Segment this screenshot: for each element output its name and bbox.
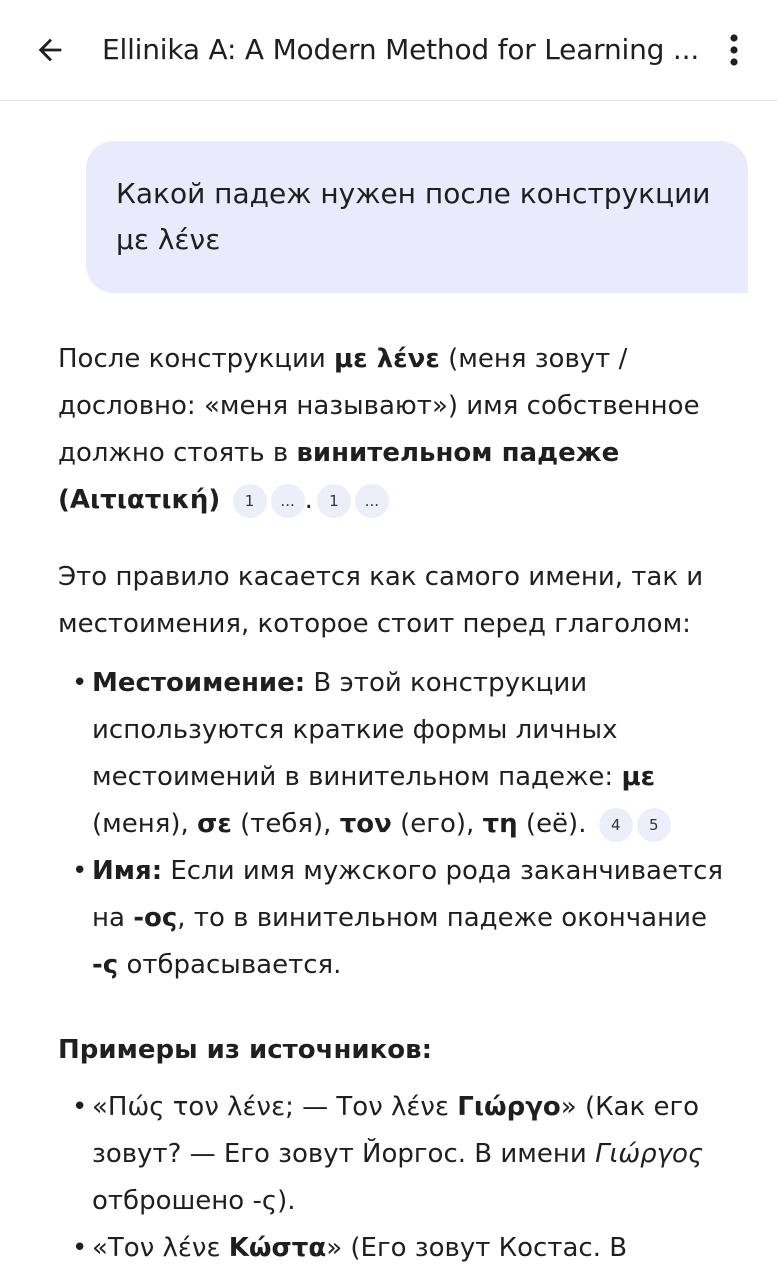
examples-heading: Примеры из источников: — [58, 1035, 432, 1065]
list-item: • «Πώς τον λένε; — Τον λένε Γιώργο» (Как его зовут? — Его зовут Йоргос. В имени Γιώργος отброшено -ς). — [72, 1084, 738, 1225]
citation-chip[interactable]: 1 — [317, 484, 351, 518]
citation-chip[interactable]: ... — [271, 484, 305, 518]
citation-chip[interactable]: ... — [355, 484, 389, 518]
more-vert-icon — [729, 33, 739, 67]
more-options-button[interactable] — [712, 28, 756, 72]
arrow-left-icon — [33, 33, 67, 67]
list-item: • Имя: Если имя мужского рода заканчивается на -ος, то в винительном падеже окончание -ς отбрасывается. — [72, 848, 738, 989]
user-message-text: Какой падеж нужен после конструкции με λένε — [116, 177, 711, 256]
assistant-answer — [58, 336, 738, 1272]
notebook-title: Ellinika A: A Modern Method for Learning ... — [102, 33, 700, 66]
list-item: • Местоимение: В этой конструкции используются краткие формы личных местоимений в винительном падеже: με (меня), σε (тебя), τον (его), τη (её). 4 5 — [72, 660, 738, 848]
citation-chip[interactable]: 1 — [233, 484, 267, 518]
app-bar — [0, 0, 777, 101]
list-item: • «Τον λένε Κώστα» (Его зовут Костас. В — [72, 1225, 738, 1272]
rule-list — [58, 660, 738, 989]
answer-paragraph-1: После конструкции με λένε (меня зовут / дословно: «меня называют») имя собственное должно стоять в винительном падеже (Αιτιατική) 1 ... . 1 ... — [58, 336, 738, 524]
examples-list — [58, 1084, 738, 1272]
term-me-lene: με λένε — [334, 344, 440, 374]
term-accusative: винительном падеже (Αιτιατική) — [58, 438, 620, 515]
citation-chip[interactable]: 5 — [637, 808, 671, 842]
back-button[interactable] — [28, 30, 72, 70]
user-message-bubble — [86, 141, 748, 293]
answer-paragraph-2: Это правило касается как самого имени, так и местоимения, которое стоит перед глаголом: — [58, 562, 704, 639]
citation-chip[interactable]: 4 — [599, 808, 633, 842]
